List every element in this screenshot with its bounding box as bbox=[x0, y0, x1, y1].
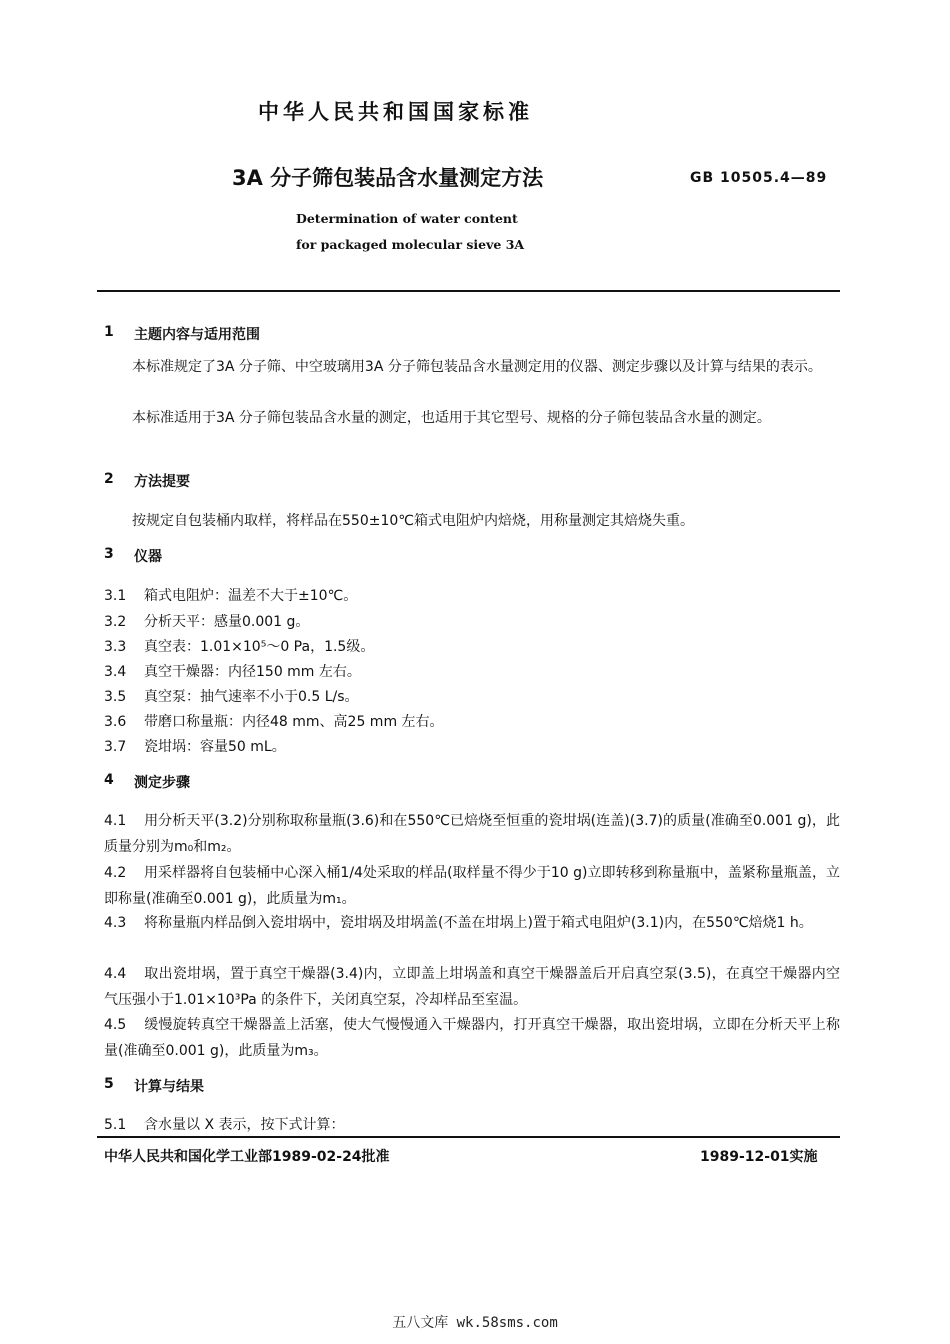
watermark-text: 五八文库 wk.58sms.com bbox=[392, 1315, 558, 1331]
paragraph: 本标准适用于3A 分子筛包装品含水量的测定，也适用于其它型号、规格的分子筛包装品含水量的测定。 bbox=[132, 410, 771, 426]
list-item: 3.3 真空表：1.01×10⁵～0 Pa，1.5级。 bbox=[104, 639, 375, 655]
document-title: 3A 分子筛包装品含水量测定方法 bbox=[232, 166, 544, 190]
list-item: 3.6 带磨口称量瓶：内径48 mm、高25 mm 左右。 bbox=[104, 714, 444, 730]
section-title: 方法提要 bbox=[134, 474, 190, 490]
step-item: 4.4 取出瓷坩埚，置于真空干燥器(3.4)内，立即盖上坩埚盖和真空干燥器盖后开启真空泵(3.5)，在真空干燥器内空气压强小于1.01×10³Pa 的条件下，关闭真空泵，冷却样品至室温。 bbox=[104, 966, 840, 1008]
paragraph: 本标准规定了3A 分子筛、中空玻璃用3A 分子筛包装品含水量测定用的仪器、测定步骤以及计算与结果的表示。 bbox=[132, 359, 822, 375]
step-item: 4.1 用分析天平(3.2)分别称取称量瓶(3.6)和在550℃已焙烧至恒重的瓷坩埚(连盖)(3.7)的质量(准确至0.001 g)，此质量分别为m₀和m₂。 bbox=[104, 813, 840, 855]
section-title: 计算与结果 bbox=[134, 1079, 204, 1095]
list-item: 5.1 含水量以 X 表示，按下式计算： bbox=[104, 1117, 345, 1133]
list-item: 3.7 瓷坩埚：容量50 mL。 bbox=[104, 739, 286, 755]
english-title-line1: Determination of water content bbox=[296, 211, 518, 226]
section-title: 测定步骤 bbox=[134, 775, 190, 791]
step-item: 4.3 将称量瓶内样品倒入瓷坩埚中，瓷坩埚及坩埚盖(不盖在坩埚上)置于箱式电阻炉(3.1)内，在550℃焙烧1 h。 bbox=[104, 915, 813, 931]
national-standard-heading: 中华人民共和国国家标准 bbox=[258, 100, 533, 124]
footer-rule bbox=[97, 1136, 840, 1138]
english-title-line2: for packaged molecular sieve 3A bbox=[296, 237, 525, 252]
list-item: 3.1 箱式电阻炉：温差不大于±10℃。 bbox=[104, 588, 358, 604]
section-number: 2 bbox=[104, 471, 114, 487]
step-item: 4.5 缓慢旋转真空干燥器盖上活塞，使大气慢慢通入干燥器内，打开真空干燥器，取出瓷坩埚，立即在分析天平上称量(准确至0.001 g)，此质量为m₃。 bbox=[104, 1017, 840, 1059]
section-number: 3 bbox=[104, 546, 114, 562]
list-item: 3.4 真空干燥器：内径150 mm 左右。 bbox=[104, 664, 361, 680]
paragraph: 按规定自包装桶内取样，将样品在550±10℃箱式电阻炉内焙烧，用称量测定其焙烧失重。 bbox=[132, 513, 694, 529]
section-number: 5 bbox=[104, 1076, 114, 1092]
header-rule bbox=[97, 290, 840, 292]
list-item: 3.5 真空泵：抽气速率不小于0.5 L/s。 bbox=[104, 689, 359, 705]
section-number: 1 bbox=[104, 324, 114, 340]
implementation-date: 1989-12-01实施 bbox=[700, 1149, 818, 1165]
section-number: 4 bbox=[104, 772, 114, 788]
section-title: 仪器 bbox=[134, 549, 162, 565]
section-title: 主题内容与适用范围 bbox=[134, 327, 260, 343]
step-item: 4.2 用采样器将自包装桶中心深入桶1/4处采取的样品(取样量不得少于10 g)立即转移到称量瓶中，盖紧称量瓶盖，立即称量(准确至0.001 g)，此质量为m₁。 bbox=[104, 865, 840, 907]
list-item: 3.2 分析天平：感量0.001 g。 bbox=[104, 614, 310, 630]
standard-code: GB 10505.4—89 bbox=[690, 170, 828, 186]
approval-line: 中华人民共和国化学工业部1989-02-24批准 bbox=[104, 1149, 390, 1165]
